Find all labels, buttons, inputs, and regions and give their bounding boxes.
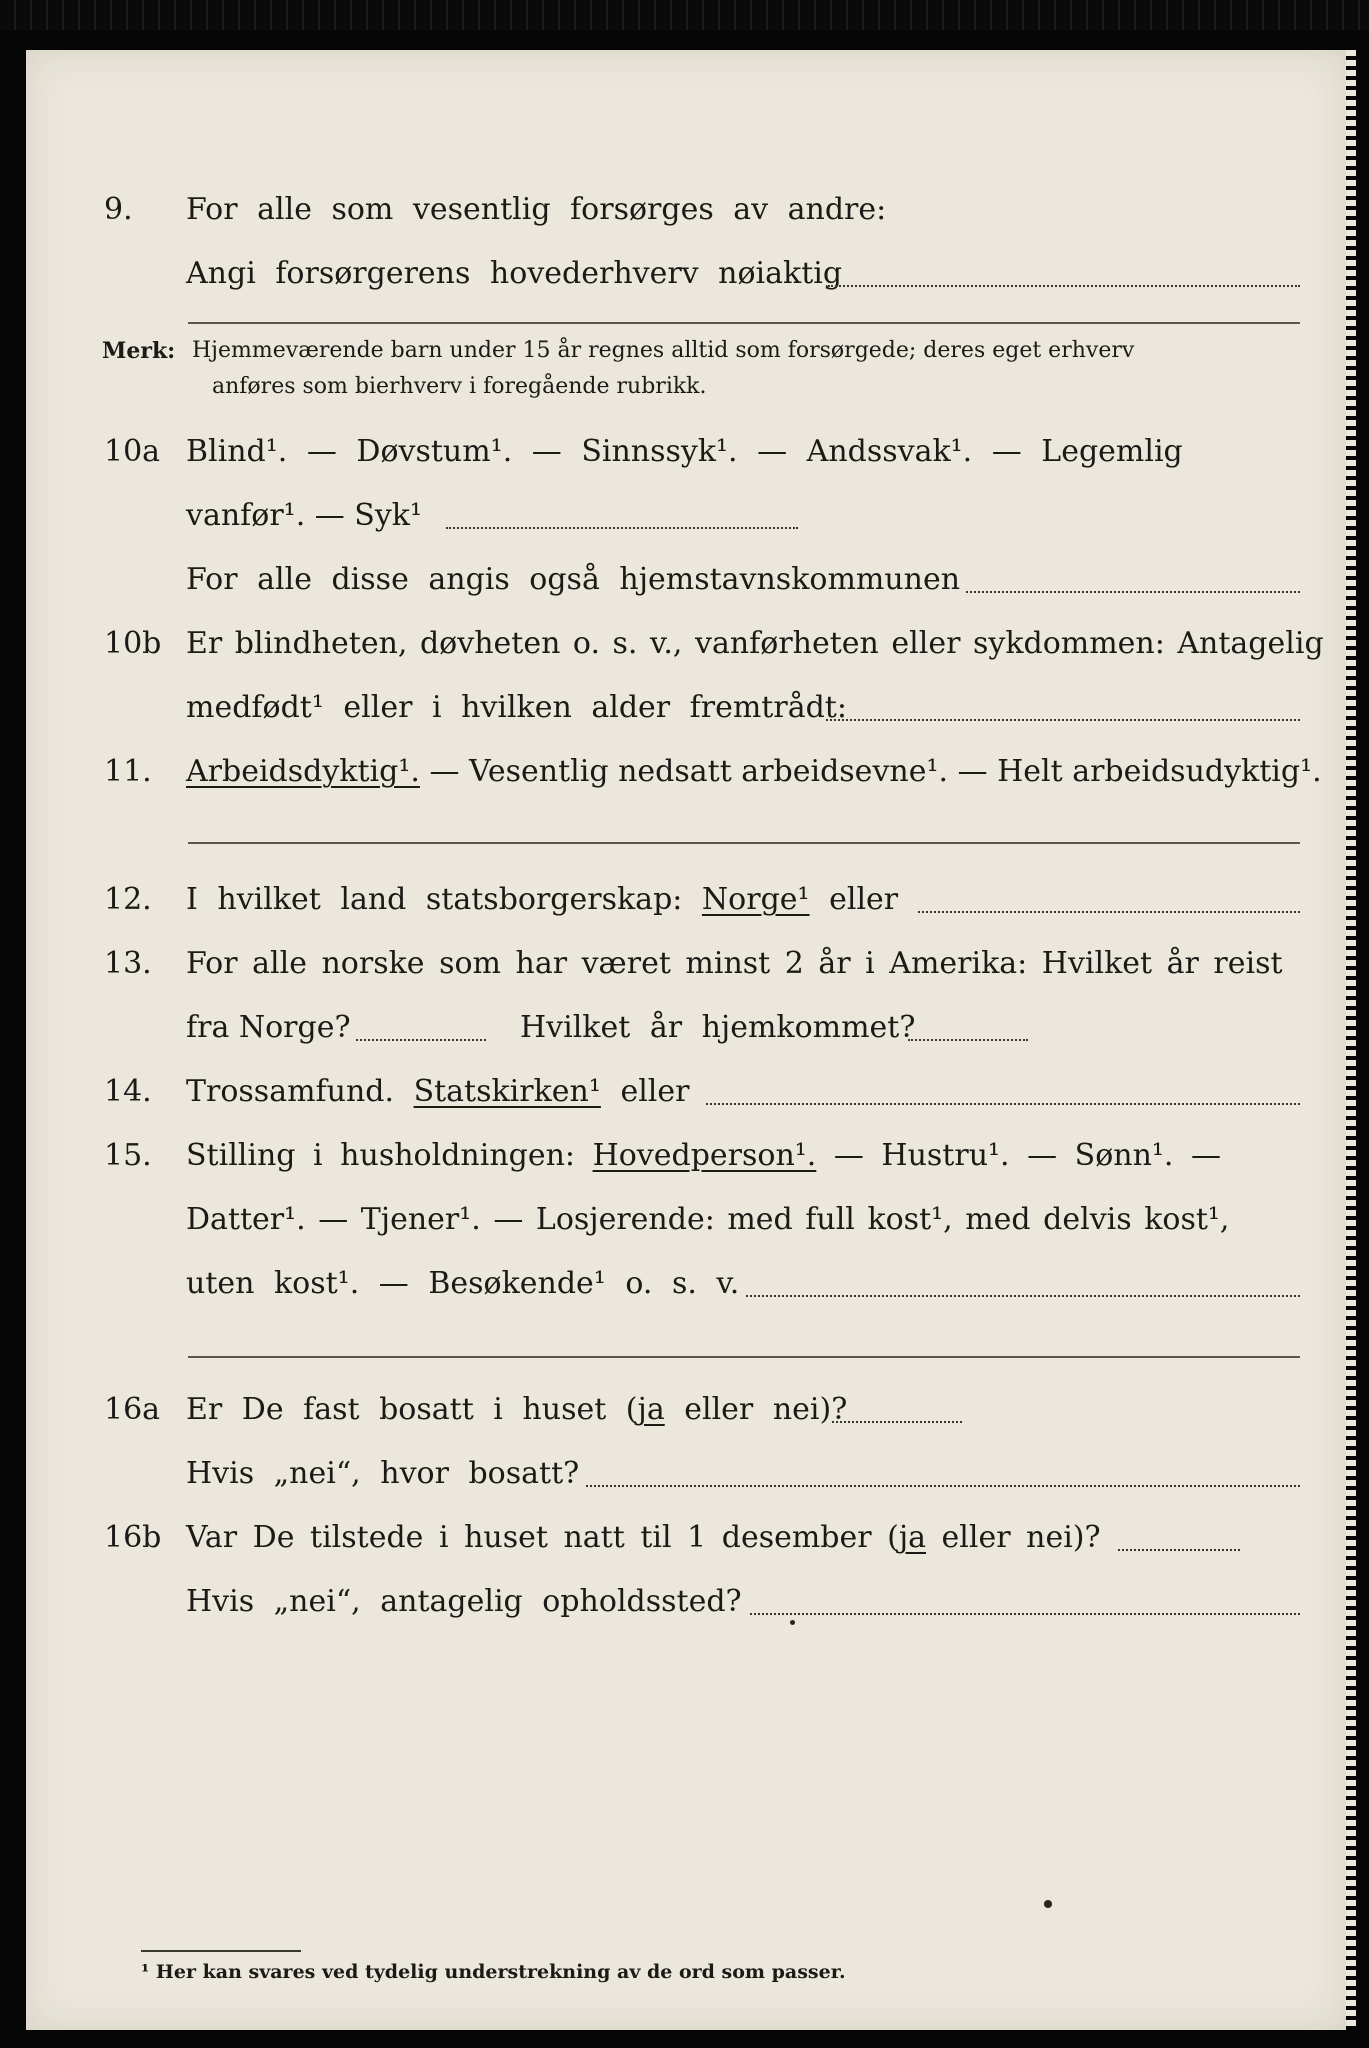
question-text: Var De tilstede i huset natt til 1 desember ( — [186, 1520, 899, 1555]
selected-option[interactable]: Statskirken¹ — [413, 1074, 601, 1109]
scan-top-edge — [0, 0, 1369, 30]
answer-line[interactable] — [706, 1103, 1300, 1105]
question-text: Er blindheten, døvheten o. s. v., vanførheten eller sykdommen: Antagelig — [186, 626, 1324, 661]
question-number: 14. — [104, 1074, 152, 1109]
question-number: 11. — [104, 754, 152, 789]
question-text: eller nei)? — [926, 1520, 1101, 1555]
question-10b — [26, 622, 1346, 666]
answer-line[interactable] — [356, 1039, 486, 1041]
question-14 — [26, 1070, 1346, 1114]
question-10a-line-3 — [26, 558, 1346, 602]
page-right-edge — [1346, 50, 1356, 2030]
selected-option[interactable]: ja — [637, 1392, 665, 1427]
answer-line[interactable] — [188, 842, 1300, 844]
question-text: Angi forsørgerens hovederhverv nøiaktig — [186, 256, 843, 291]
note-text: Hjemmeværende barn under 15 år regnes alltid som forsørgede; deres eget erhverv — [192, 338, 1135, 363]
question-text: For alle disse angis også hjemstavnskommunen — [186, 562, 961, 597]
question-text: eller — [600, 1074, 690, 1109]
answer-line[interactable] — [918, 911, 1300, 913]
question-text: medfødt¹ eller i hvilken alder fremtrådt: — [186, 690, 847, 725]
question-text: Er De fast bosatt i huset ( — [186, 1392, 638, 1427]
question-text: Blind¹. — Døvstum¹. — Sinnssyk¹. — Andssvak¹. — Legemlig — [186, 434, 1183, 469]
question-text: I hvilket land statsborgerskap: — [186, 882, 702, 917]
note-text: anføres som bierhverv i foregående rubrikk. — [212, 374, 707, 399]
question-text: fra Norge? — [186, 1010, 351, 1045]
answer-line[interactable] — [832, 1421, 962, 1423]
selected-option[interactable]: Norge¹ — [701, 882, 810, 917]
selected-option[interactable]: Arbeidsdyktig¹. — [186, 754, 420, 789]
question-number: 12. — [104, 882, 152, 917]
question-16b — [26, 1516, 1346, 1560]
answer-line[interactable] — [446, 527, 798, 529]
selected-option[interactable]: Hovedperson¹. — [592, 1138, 817, 1173]
answer-line[interactable] — [188, 322, 1300, 324]
question-15-line-3 — [26, 1262, 1346, 1306]
question-16a — [26, 1388, 1346, 1432]
answer-line[interactable] — [188, 1356, 1300, 1358]
question-16b-line-2 — [26, 1580, 1346, 1624]
question-text: uten kost¹. — Besøkende¹ o. s. v. — [186, 1266, 740, 1301]
census-form-page — [26, 50, 1346, 2030]
question-13-line-2 — [26, 1006, 1346, 1050]
question-10b-line-2 — [26, 686, 1346, 730]
ink-dot — [1044, 1900, 1052, 1908]
footnote-rule — [141, 1950, 301, 1952]
question-number: 16a — [104, 1392, 161, 1427]
question-10a-line-2 — [26, 494, 1346, 538]
question-number: 13. — [104, 946, 152, 981]
footnote: ¹ Her kan svares ved tydelig understrekning av de ord som passer. — [141, 1961, 846, 1983]
question-number: 10b — [104, 626, 162, 661]
answer-line[interactable] — [828, 285, 1300, 287]
question-number: 9. — [104, 192, 133, 227]
answer-line[interactable] — [1118, 1549, 1240, 1551]
note-label: Merk: — [102, 338, 176, 364]
question-11 — [26, 750, 1346, 794]
question-10a — [26, 430, 1346, 474]
answer-line[interactable] — [908, 1039, 1028, 1041]
question-number: 15. — [104, 1138, 152, 1173]
question-text: Trossamfund. — [186, 1074, 414, 1109]
question-text: Hvis „nei“, hvor bosatt? — [186, 1456, 580, 1491]
question-text: Hvilket år hjemkommet? — [520, 1010, 916, 1045]
question-13 — [26, 942, 1346, 986]
question-number: 10a — [104, 434, 161, 469]
answer-line[interactable] — [966, 591, 1300, 593]
question-text: — Vesentlig nedsatt arbeidsevne¹. — Helt arbeidsudyktig¹. — [419, 754, 1322, 789]
question-text: Datter¹. — Tjener¹. — Losjerende: med full kost¹, med delvis kost¹, — [186, 1202, 1230, 1237]
question-text: Stilling i husholdningen: — [186, 1138, 593, 1173]
question-15 — [26, 1134, 1346, 1178]
question-number: 16b — [104, 1520, 162, 1555]
question-text: For alle som vesentlig forsørges av andre: — [186, 192, 887, 227]
selected-option[interactable]: ja — [898, 1520, 927, 1555]
answer-line[interactable] — [826, 719, 1300, 721]
answer-line[interactable] — [746, 1295, 1300, 1297]
answer-line[interactable] — [586, 1485, 1300, 1487]
answer-line[interactable] — [750, 1613, 1300, 1615]
question-text: eller — [809, 882, 899, 917]
question-text: For alle norske som har været minst 2 år i Amerika: Hvilket år reist — [186, 946, 1283, 981]
question-9-line-2 — [26, 252, 1346, 296]
question-12 — [26, 878, 1346, 922]
ink-dot — [790, 1620, 795, 1625]
question-9 — [26, 188, 1346, 232]
question-text: vanfør¹. — Syk¹ — [186, 498, 423, 533]
question-16a-line-2 — [26, 1452, 1346, 1496]
question-text: Hvis „nei“, antagelig opholdssted? — [186, 1584, 742, 1619]
question-15-line-2 — [26, 1198, 1346, 1242]
question-text: — Hustru¹. — Sønn¹. — — [816, 1138, 1222, 1173]
question-text: eller nei)? — [664, 1392, 848, 1427]
